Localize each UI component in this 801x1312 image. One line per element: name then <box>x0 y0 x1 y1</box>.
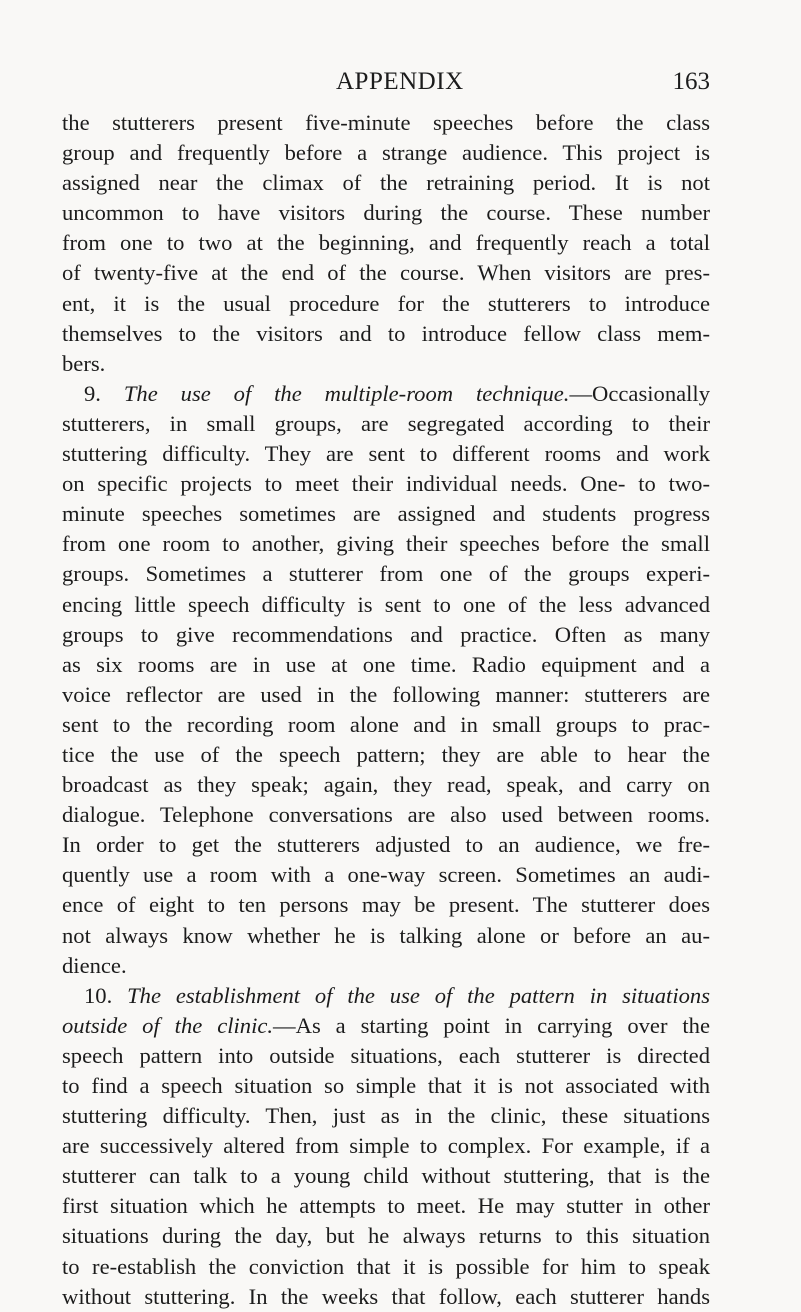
text-line: uncommon to have visitors during the course. These number <box>62 200 710 226</box>
text-line: group and frequently before a strange audience. This project is <box>62 140 710 166</box>
text-line: groups to give recommendations and practice. Often as many <box>62 621 710 647</box>
text-line: to find a speech situation so simple that it is not associated with <box>62 1073 710 1098</box>
text-line: stuttering difficulty. Then, just as in the clinic, these situations <box>62 1103 710 1129</box>
text-line: dience. <box>62 952 127 978</box>
text-line: from one room to another, giving their speeches before the small <box>62 531 710 557</box>
item-10-heading-cont: outside of the clinic. <box>62 1012 274 1038</box>
text-line: themselves to the visitors and to introduce fellow class mem- <box>62 320 710 346</box>
text-line: situations during the day, but he always returns to this situation <box>62 1223 710 1249</box>
item-10-number: 10. <box>84 982 113 1008</box>
text-line: of twenty-five at the end of the course. When visitors are pres- <box>62 260 710 286</box>
text-line: ence of eight to ten persons may be present. The stutterer does <box>62 892 710 918</box>
text-line: broadcast as they speak; again, they read, speak, and carry on <box>62 772 710 798</box>
text-line: first situation which he attempts to meet. He may stutter in other <box>62 1193 710 1219</box>
text-line: tice the use of the speech pattern; they are able to hear the <box>62 741 710 767</box>
item-10-heading-line <box>62 981 710 1011</box>
item-9-number: 9. <box>84 380 101 406</box>
text-line: assigned near the climax of the retraining period. It is not <box>62 170 710 196</box>
section-title: APPENDIX <box>336 68 464 95</box>
text-line: from one to two at the beginning, and frequently reach a total <box>62 230 710 256</box>
text-line: groups. Sometimes a stutterer from one of the groups experi- <box>62 561 710 587</box>
text-line: encing little speech difficulty is sent to one of the less advanced <box>62 591 710 617</box>
page-number: 163 <box>672 68 710 95</box>
text-line: are successively altered from simple to complex. For example, if a <box>62 1133 710 1159</box>
item-9-heading: The use of the multiple-room technique. <box>123 380 570 406</box>
item-10-heading: The establishment of the use of the pattern in situations <box>127 982 710 1008</box>
text-line: quently use a room with a one-way screen. Sometimes an audi- <box>62 862 710 888</box>
text-line: stutterers, in small groups, are segregated according to their <box>62 410 710 436</box>
item-9-heading-line <box>62 379 710 409</box>
running-head <box>62 62 710 102</box>
text-line: stuttering difficulty. They are sent to different rooms and work <box>62 441 710 467</box>
text-line: the stutterers present five-minute speeches before the class <box>62 110 710 135</box>
text-line: not always know whether he is talking alone or before an au- <box>62 922 710 948</box>
item-9-lead: —Occasionally <box>569 380 710 406</box>
text-line: speech pattern into outside situations, each stutterer is directed <box>62 1042 710 1068</box>
body-text <box>62 108 710 1312</box>
text-line: to re-establish the conviction that it is possible for him to speak <box>62 1253 710 1279</box>
text-line: as six rooms are in use at one time. Radio equipment and a <box>62 651 710 677</box>
text-line: In order to get the stutterers adjusted to an audience, we fre- <box>62 832 710 858</box>
text-line: sent to the recording room alone and in small groups to prac- <box>62 711 710 737</box>
text-line: voice reflector are used in the following manner: stutterers are <box>62 681 710 707</box>
text-line: minute speeches sometimes are assigned and students progress <box>62 501 710 527</box>
text-line: without stuttering. In the weeks that follow, each stutterer hands <box>62 1283 710 1309</box>
text-line: ent, it is the usual procedure for the stutterers to introduce <box>62 290 710 316</box>
item-10-heading-line-2 <box>62 1011 710 1041</box>
text-line: bers. <box>62 350 106 376</box>
item-10-lead: —As a starting point in carrying over the <box>273 1012 710 1038</box>
text-line: dialogue. Telephone conversations are also used between rooms. <box>62 802 710 828</box>
text-line: stutterer can talk to a young child without stuttering, that is the <box>62 1163 710 1189</box>
text-line: on specific projects to meet their individual needs. One- to two- <box>62 471 710 497</box>
